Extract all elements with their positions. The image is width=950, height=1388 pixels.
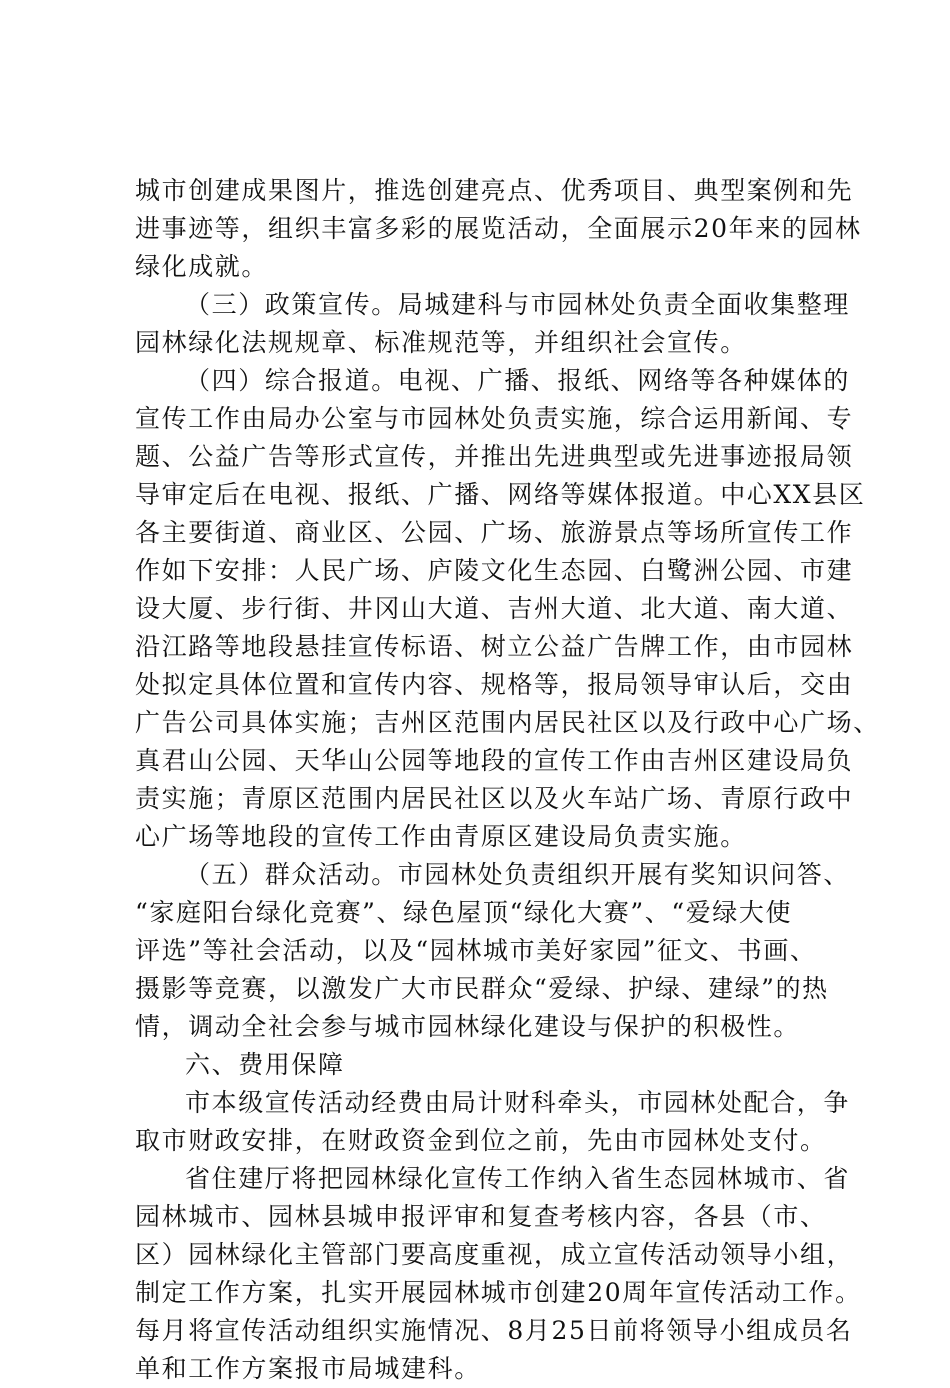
body-text-line: 作如下安排：人民广场、庐陵文化生态园、白鹭洲公园、市建 (135, 556, 854, 585)
body-text-line: 题、公益广告等形式宣传，并推出先进典型或先进事迹报局领 (135, 442, 854, 471)
body-text-line: 每月将宣传活动组织实施情况、8月25日前将领导小组成员名 (135, 1316, 853, 1345)
body-text-line: 处拟定具体位置和宣传内容、规格等，报局领导审认后，交由 (135, 670, 854, 699)
body-text-line: 摄影等竞赛，以激发广大市民群众“爱绿、护绿、建绿”的热 (135, 974, 829, 1003)
body-text-line: 进事迹等，组织丰富多彩的展览活动，全面展示20年来的园林 (135, 214, 862, 243)
section-heading-line: 六、费用保障 (185, 1050, 345, 1079)
body-text-line: 制定工作方案，扎实开展园林城市创建20周年宣传活动工作。 (135, 1278, 862, 1307)
body-text-line: 广告公司具体实施；吉州区范围内居民社区以及行政中心广场、 (135, 708, 880, 737)
body-text-line: 心广场等地段的宣传工作由青原区建设局负责实施。 (135, 822, 747, 851)
body-text-line: 取市财政安排，在财政资金到位之前，先由市园林处支付。 (135, 1126, 827, 1155)
section-heading-line: （三）政策宣传。局城建科与市园林处负责全面收集整理 (185, 290, 851, 319)
body-text-line: 宣传工作由局办公室与市园林处负责实施，综合运用新闻、专 (135, 404, 854, 433)
body-text-line: 责实施；青原区范围内居民社区以及火车站广场、青原行政中 (135, 784, 854, 813)
body-text-line: 省住建厅将把园林绿化宣传工作纳入省生态园林城市、省 (185, 1164, 851, 1193)
body-text-line: “家庭阳台绿化竞赛”、绿色屋顶“绿化大赛”、“爱绿大使 (135, 898, 793, 927)
body-text-line: 市本级宣传活动经费由局计财科牵头，市园林处配合，争 (185, 1088, 851, 1117)
body-text-line: 区）园林绿化主管部门要高度重视，成立宣传活动领导小组， (135, 1240, 854, 1269)
body-text-line: 单和工作方案报市局城建科。 (135, 1354, 481, 1383)
section-heading-line: （五）群众活动。市园林处负责组织开展有奖知识问答、 (185, 860, 851, 889)
section-heading-line: （四）综合报道。电视、广播、报纸、网络等各种媒体的 (185, 366, 851, 395)
body-text-line: 园林城市、园林县城申报评审和复查考核内容，各县（市、 (135, 1202, 827, 1231)
body-text-line: 情，调动全社会参与城市园林绿化建设与保护的积极性。 (135, 1012, 801, 1041)
body-text-line: 城市创建成果图片，推选创建亮点、优秀项目、典型案例和先 (135, 176, 854, 205)
body-text-line: 真君山公园、天华山公园等地段的宣传工作由吉州区建设局负 (135, 746, 854, 775)
body-text-line: 评选”等社会活动，以及“园林城市美好家园”征文、书画、 (135, 936, 817, 965)
body-text-line: 园林绿化法规规章、标准规范等，并组织社会宣传。 (135, 328, 747, 357)
body-text-line: 各主要街道、商业区、公园、广场、旅游景点等场所宣传工作 (135, 518, 854, 547)
body-text-line: 设大厦、步行街、井冈山大道、吉州大道、北大道、南大道、 (135, 594, 854, 623)
body-text-line: 导审定后在电视、报纸、广播、网络等媒体报道。中心XX县区 (135, 480, 866, 509)
body-text-line: 沿江路等地段悬挂宣传标语、树立公益广告牌工作，由市园林 (135, 632, 854, 661)
body-text-line: 绿化成就。 (135, 252, 269, 281)
